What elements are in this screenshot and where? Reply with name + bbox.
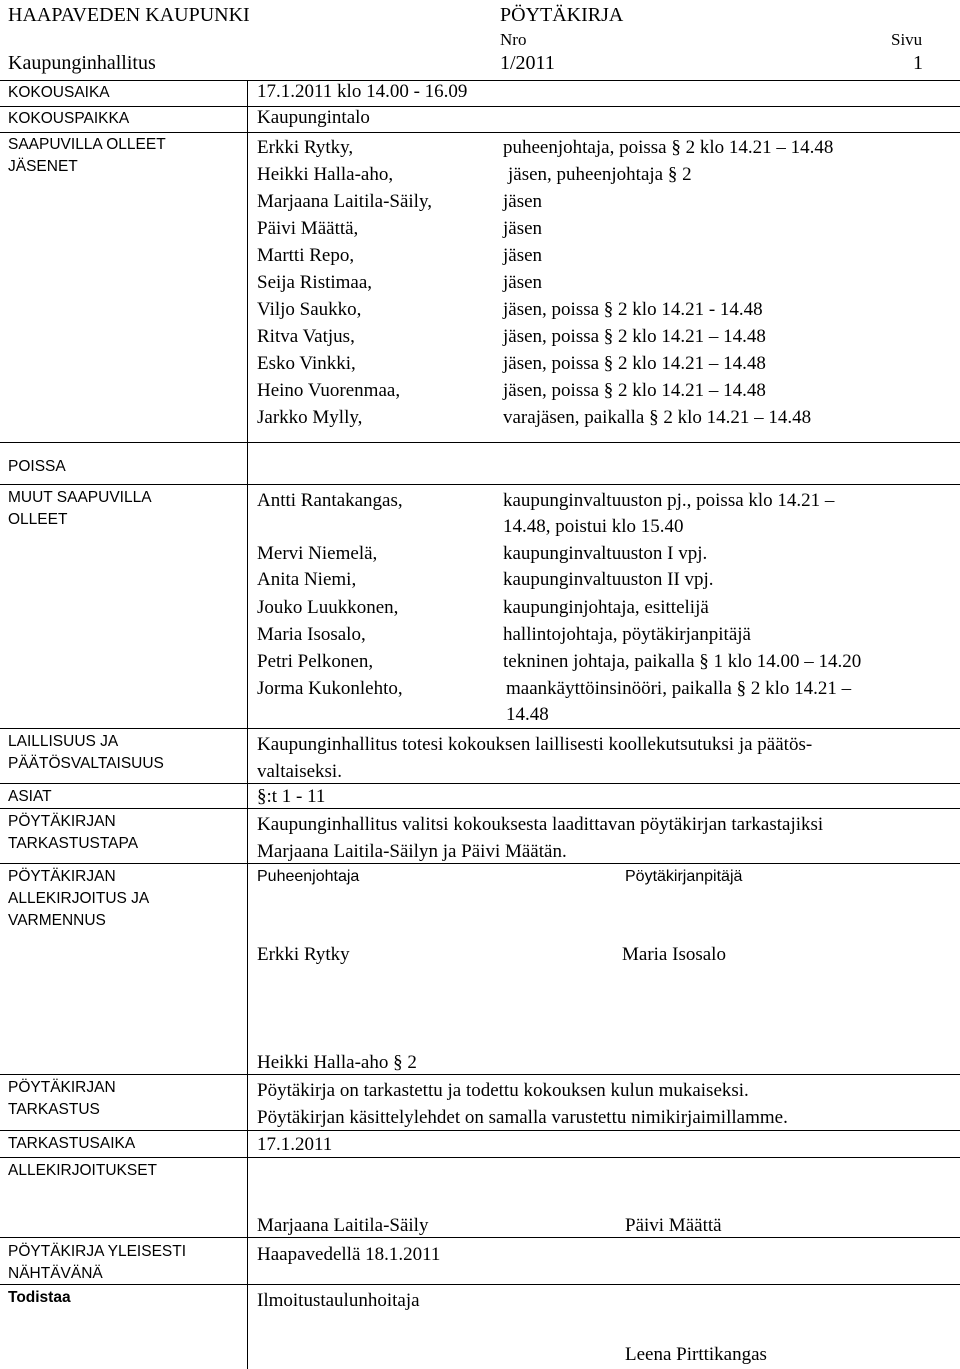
other-role-continued: 14.48 <box>506 704 549 725</box>
others-label: MUUT SAAPUVILLA OLLEET <box>8 489 152 528</box>
chair-title: Puheenjohtaja <box>257 868 360 885</box>
other-name: Anita Niemi, <box>257 569 357 590</box>
chair-name: Erkki Rytky <box>257 944 350 965</box>
other-role: kaupunginvaltuuston pj., poissa klo 14.21 – <box>503 490 835 511</box>
member-role: jäsen, poissa § 2 klo 14.21 – 14.48 <box>503 326 766 347</box>
other-role-continued: 14.48, poistui klo 15.40 <box>503 516 684 537</box>
other-role: kaupunginjohtaja, esittelijä <box>503 597 709 618</box>
member-name: Seija Ristimaa, <box>257 272 373 293</box>
page-value: 1 <box>913 52 923 74</box>
member-role: jäsen <box>503 218 543 239</box>
nro-value: 1/2011 <box>500 52 555 74</box>
review-time-value: 17.1.2011 <box>257 1134 333 1155</box>
other-name: Mervi Niemelä, <box>257 543 378 564</box>
public-value: Haapavedellä 18.1.2011 <box>257 1244 441 1265</box>
member-role: jäsen <box>503 272 543 293</box>
certify-name: Leena Pirttikangas <box>625 1344 767 1365</box>
review-text: Pöytäkirja on tarkastettu ja todettu kokouksen kulun mukaiseksi. Pöytäkirjan käsittelylehdet on samalla varustettu nimikirjaimillamme. <box>257 1080 788 1128</box>
divider <box>0 1237 960 1238</box>
signatures-label: PÖYTÄKIRJAN ALLEKIRJOITUS JA VARMENNUS <box>8 868 150 929</box>
other-name: Jouko Luukkonen, <box>257 597 399 618</box>
meeting-time-label: KOKOUSAIKA <box>8 84 110 101</box>
member-name: Marjaana Laitila-Säily, <box>257 191 432 212</box>
public-label: PÖYTÄKIRJA YLEISESTI NÄHTÄVÄNÄ <box>8 1243 187 1282</box>
items-value: §:t 1 - 11 <box>257 786 326 807</box>
extra-signer-name: Heikki Halla-aho § 2 <box>257 1052 417 1073</box>
divider <box>0 728 960 729</box>
member-name: Viljo Saukko, <box>257 299 362 320</box>
member-role: puheenjohtaja, poissa § 2 klo 14.21 – 14.48 <box>503 137 834 158</box>
certify-label: Todistaa <box>8 1289 71 1306</box>
other-role: tekninen johtaja, paikalla § 1 klo 14.00 – 14.20 <box>503 651 862 672</box>
other-name: Maria Isosalo, <box>257 624 366 645</box>
member-role: jäsen, poissa § 2 klo 14.21 – 14.48 <box>503 353 766 374</box>
member-role: jäsen <box>503 245 543 266</box>
secretary-title: Pöytäkirjanpitäjä <box>625 868 743 885</box>
review-time-label: TARKASTUSAIKA <box>8 1135 136 1152</box>
other-role: hallintojohtaja, pöytäkirjanpitäjä <box>503 624 751 645</box>
member-name: Ritva Vatjus, <box>257 326 355 347</box>
member-role: jäsen, puheenjohtaja § 2 <box>508 164 692 185</box>
member-role: jäsen, poissa § 2 klo 14.21 - 14.48 <box>503 299 763 320</box>
secretary-name: Maria Isosalo <box>622 944 726 965</box>
items-label: ASIAT <box>8 788 52 805</box>
page-label: Sivu <box>891 30 923 49</box>
member-name: Jarkko Mylly, <box>257 407 363 428</box>
other-role: kaupunginvaltuuston I vpj. <box>503 543 708 564</box>
review-label: PÖYTÄKIRJAN TARKASTUS <box>8 1079 116 1118</box>
nro-label: Nro <box>500 30 527 49</box>
meeting-place-label: KOKOUSPAIKKA <box>8 110 130 127</box>
absent-label: POISSA <box>8 458 66 475</box>
member-name: Heikki Halla-aho, <box>257 164 394 185</box>
member-role: varajäsen, paikalla § 2 klo 14.21 – 14.48 <box>503 407 812 428</box>
document-type: PÖYTÄKIRJA <box>500 4 624 26</box>
divider <box>0 808 960 809</box>
review-method-label: PÖYTÄKIRJAN TARKASTUSTAPA <box>8 813 139 852</box>
review-signatures-label: ALLEKIRJOITUKSET <box>8 1162 158 1179</box>
review-method-text: Kaupunginhallitus valitsi kokouksesta laadittavan pöytäkirjan tarkastajiksi Marjaana Laitila-Säilyn ja Päivi Määtän. <box>257 814 824 862</box>
members-label: SAAPUVILLA OLLEET JÄSENET <box>8 136 166 175</box>
member-name: Päivi Määttä, <box>257 218 359 239</box>
member-name: Heino Vuorenmaa, <box>257 380 401 401</box>
divider <box>0 106 960 107</box>
divider <box>0 442 960 443</box>
body-name: Kaupunginhallitus <box>8 52 156 74</box>
divider <box>0 132 960 133</box>
column-divider <box>247 80 248 1369</box>
divider <box>0 80 960 81</box>
certify-title: Ilmoitustaulunhoitaja <box>257 1290 420 1311</box>
reviewer-name: Päivi Määttä <box>625 1215 722 1236</box>
member-name: Esko Vinkki, <box>257 353 356 374</box>
divider <box>0 1157 960 1158</box>
meeting-place-value: Kaupungintalo <box>257 107 370 128</box>
legality-text: Kaupunginhallitus totesi kokouksen laillisesti koollekutsutuksi ja päätös- valtaiseksi. <box>257 734 813 782</box>
other-role: kaupunginvaltuuston II vpj. <box>503 569 714 590</box>
reviewer-name: Marjaana Laitila-Säily <box>257 1215 429 1236</box>
other-name: Jorma Kukonlehto, <box>257 678 403 699</box>
other-name: Antti Rantakangas, <box>257 490 403 511</box>
other-role: maankäyttöinsinööri, paikalla § 2 klo 14.21 – <box>506 678 852 699</box>
meeting-time-value: 17.1.2011 klo 14.00 - 16.09 <box>257 81 468 102</box>
organization-name: HAAPAVEDEN KAUPUNKI <box>8 4 250 26</box>
member-role: jäsen <box>503 191 543 212</box>
member-name: Erkki Rytky, <box>257 137 354 158</box>
member-name: Martti Repo, <box>257 245 355 266</box>
legality-label: LAILLISUUS JA PÄÄTÖSVALTAISUUS <box>8 733 164 772</box>
divider <box>0 1074 960 1075</box>
member-role: jäsen, poissa § 2 klo 14.21 – 14.48 <box>503 380 766 401</box>
divider <box>0 484 960 485</box>
other-name: Petri Pelkonen, <box>257 651 374 672</box>
